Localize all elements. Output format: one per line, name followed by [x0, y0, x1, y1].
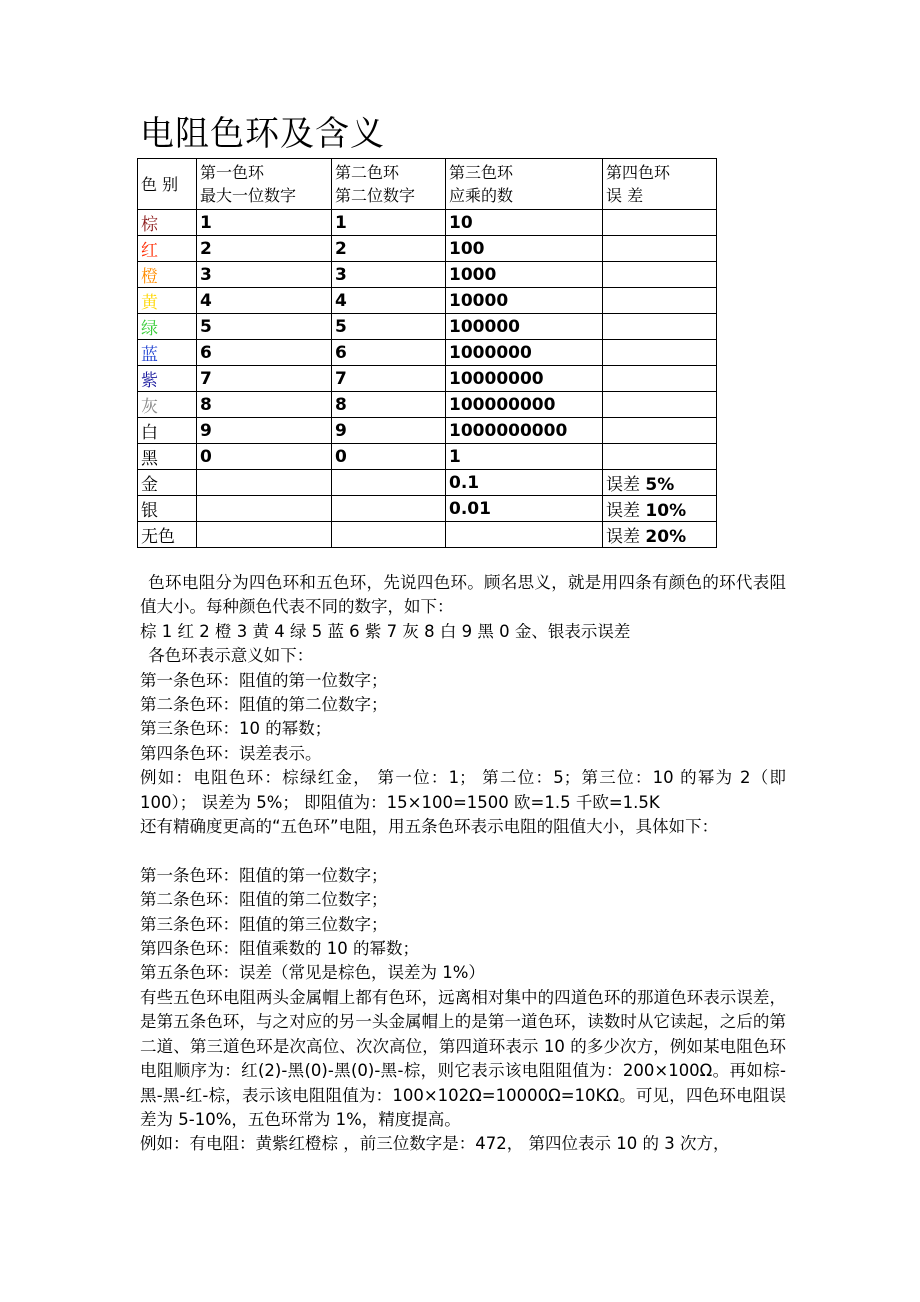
color-name-cell: 灰 — [138, 392, 197, 418]
color-name-cell: 白 — [138, 418, 197, 444]
multiplier-cell: 100 — [446, 236, 603, 262]
table-row — [138, 418, 717, 444]
paragraph: 第一条色环：阻值的第一位数字； — [140, 865, 388, 885]
color-name-cell: 棕 — [138, 210, 197, 236]
first-digit-cell: 2 — [197, 236, 332, 262]
color-name-cell: 金 — [138, 470, 197, 496]
color-name-cell: 紫 — [138, 366, 197, 392]
first-digit-cell: 4 — [197, 288, 332, 314]
table-row — [138, 470, 717, 496]
color-name-cell: 黑 — [138, 444, 197, 470]
multiplier-cell: 10000000 — [446, 366, 603, 392]
first-digit-cell — [197, 522, 332, 548]
body-text — [140, 571, 786, 1157]
multiplier-cell: 10 — [446, 210, 603, 236]
tolerance-cell — [603, 288, 717, 314]
paragraph: 第三条色环：阻值的第三位数字； — [140, 914, 388, 934]
first-digit-cell: 6 — [197, 340, 332, 366]
color-code-table — [137, 158, 717, 548]
paragraph: 有些五色环电阻两头金属帽上都有色环，远离相对集中的四道色环的那道色环表示误差，是第五条色环，与之对应的另一头金属帽上的是第一道色环，读数时从它读起，之后的第二道、第三道色环是次高位、次次高位，第四道环表示 10 的多少次方，例如某电阻色环电阻顺序为：红(2)-黑(0)-黑(0)-黑-棕，则它表示该电阻阻值为：200×100Ω。再如棕-黑-黑-红-棕，表示该电阻阻值为：100×102Ω=10000Ω=10KΩ。可见，四色环电阻误差为 5-10%，五色环常为 1%，精度提高。 — [140, 987, 786, 1129]
paragraph: 第四条色环：误差表示。 — [140, 743, 322, 763]
second-digit-cell: 5 — [332, 314, 446, 340]
tolerance-cell — [603, 444, 717, 470]
table-row — [138, 262, 717, 288]
first-digit-cell: 8 — [197, 392, 332, 418]
second-digit-cell: 1 — [332, 210, 446, 236]
table-row — [138, 444, 717, 470]
header-fourth-band: 第四色环 误 差 — [603, 159, 717, 210]
color-name-cell: 蓝 — [138, 340, 197, 366]
paragraph: 第三条色环：10 的幂数； — [140, 719, 332, 739]
multiplier-cell: 100000 — [446, 314, 603, 340]
header-second-band: 第二色环 第二位数字 — [332, 159, 446, 210]
color-name-cell: 红 — [138, 236, 197, 262]
tolerance-cell — [603, 262, 717, 288]
multiplier-cell: 1000 — [446, 262, 603, 288]
table-row — [138, 210, 717, 236]
first-digit-cell: 0 — [197, 444, 332, 470]
second-digit-cell: 2 — [332, 236, 446, 262]
table-row — [138, 496, 717, 522]
paragraph: 第二条色环：阻值的第二位数字； — [140, 890, 388, 910]
tolerance-cell: 误差 5% — [603, 470, 717, 496]
color-name-cell: 银 — [138, 496, 197, 522]
tolerance-cell — [603, 210, 717, 236]
first-digit-cell: 7 — [197, 366, 332, 392]
second-digit-cell — [332, 470, 446, 496]
header-first-band: 第一色环 最大一位数字 — [197, 159, 332, 210]
table-row — [138, 314, 717, 340]
table-row — [138, 366, 717, 392]
second-digit-cell: 0 — [332, 444, 446, 470]
multiplier-cell: 1000000 — [446, 340, 603, 366]
first-digit-cell — [197, 470, 332, 496]
multiplier-cell: 0.1 — [446, 470, 603, 496]
first-digit-cell: 5 — [197, 314, 332, 340]
first-digit-cell: 3 — [197, 262, 332, 288]
paragraph: 第二条色环：阻值的第二位数字； — [140, 695, 388, 715]
page-title: 电阻色环及含义 — [140, 114, 385, 154]
multiplier-cell: 1000000000 — [446, 418, 603, 444]
table-row — [138, 522, 717, 548]
header-third-band: 第三色环 应乘的数 — [446, 159, 603, 210]
tolerance-cell — [603, 314, 717, 340]
tolerance-cell: 误差 10% — [603, 496, 717, 522]
table-row — [138, 340, 717, 366]
multiplier-cell: 100000000 — [446, 392, 603, 418]
paragraph: 第五条色环：误差（常见是棕色，误差为 1%） — [140, 963, 485, 983]
multiplier-cell: 0.01 — [446, 496, 603, 522]
multiplier-cell — [446, 522, 603, 548]
tolerance-cell — [603, 236, 717, 262]
multiplier-cell: 1 — [446, 444, 603, 470]
paragraph: 各色环表示意义如下： — [148, 646, 314, 666]
paragraph — [140, 839, 786, 863]
color-name-cell: 橙 — [138, 262, 197, 288]
table-row — [138, 392, 717, 418]
table-header-row — [138, 159, 717, 210]
second-digit-cell — [332, 522, 446, 548]
second-digit-cell — [332, 496, 446, 522]
first-digit-cell: 9 — [197, 418, 332, 444]
second-digit-cell: 7 — [332, 366, 446, 392]
second-digit-cell: 4 — [332, 288, 446, 314]
paragraph: 例如：电阻色环：棕绿红金， 第一位：1； 第二位：5；第三位：10 的幂为 2（即 100）； 误差为 5%； 即阻值为：15×100=1500 欧=1.5 千欧=1.5K — [140, 768, 786, 812]
tolerance-cell — [603, 340, 717, 366]
paragraph: 棕 1 红 2 橙 3 黄 4 绿 5 蓝 6 紫 7 灰 8 白 9 黑 0 金、银表示误差 — [140, 621, 631, 641]
tolerance-cell — [603, 366, 717, 392]
second-digit-cell: 3 — [332, 262, 446, 288]
tolerance-cell — [603, 392, 717, 418]
paragraph: 第四条色环：阻值乘数的 10 的幂数； — [140, 939, 419, 959]
header-color: 色 别 — [138, 159, 197, 210]
color-name-cell: 无色 — [138, 522, 197, 548]
tolerance-cell: 误差 20% — [603, 522, 717, 548]
multiplier-cell: 10000 — [446, 288, 603, 314]
table-row — [138, 236, 717, 262]
paragraph: 还有精确度更高的“五色环”电阻，用五条色环表示电阻的阻值大小，具体如下： — [140, 817, 719, 837]
first-digit-cell: 1 — [197, 210, 332, 236]
first-digit-cell — [197, 496, 332, 522]
table-row — [138, 288, 717, 314]
second-digit-cell: 6 — [332, 340, 446, 366]
tolerance-cell — [603, 418, 717, 444]
second-digit-cell: 9 — [332, 418, 446, 444]
paragraph: 例如：有电阻：黄紫红橙棕 ，前三位数字是：472， 第四位表示 10 的 3 次方， — [140, 1134, 730, 1154]
color-name-cell: 绿 — [138, 314, 197, 340]
color-name-cell: 黄 — [138, 288, 197, 314]
paragraph: 第一条色环：阻值的第一位数字； — [140, 670, 388, 690]
second-digit-cell: 8 — [332, 392, 446, 418]
paragraph: 色环电阻分为四色环和五色环，先说四色环。顾名思义，就是用四条有颜色的环代表阻值大小。每种颜色代表不同的数字，如下： — [140, 573, 786, 617]
